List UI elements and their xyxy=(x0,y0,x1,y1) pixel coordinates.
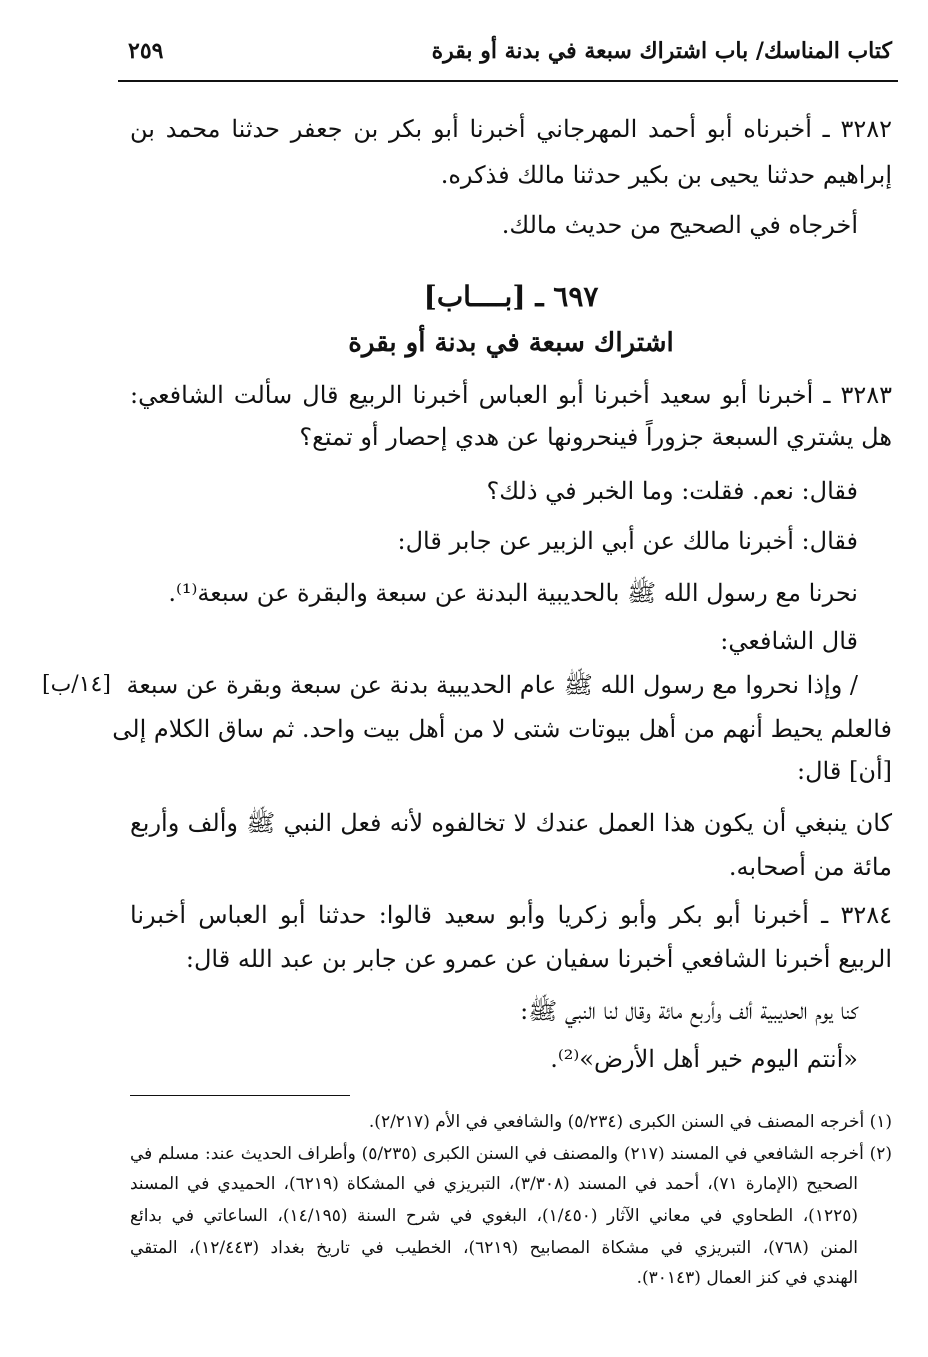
takhrij-note: أخرجاه في الصحيح من حديث مالك. xyxy=(501,211,858,239)
hadith-3282-line-2: إبراهيم حدثنا يحيى بن بكير حدثنا مالك فذكره. xyxy=(440,161,892,189)
hadith-3284-line-3: كنا يوم الحديبية ألف وأربع مائة وقال لنا النبي ﷺ: xyxy=(520,997,858,1025)
shafii-quote-line-2: مائة من أصحابه. xyxy=(728,853,892,881)
footnote-2-line-2: الصحيح (الإمارة ٧١)، أحمد في المسند (٣/٣٠٨)، التبريزي في المشكاة (٦٢١٩)، الحميدي في المسند xyxy=(130,1174,858,1194)
footnote-1: (١) أخرجه المصنف في السنن الكبرى (٥/٢٣٤) والشافعي في الأم (٢/٢١٧). xyxy=(368,1112,892,1132)
shafii-heading: قال الشافعي: xyxy=(720,627,858,655)
footnote-2-line-3: (١٢٢٥)، الطحاوي في معاني الآثار (١/٤٥٠)، البغوي في شرح السنة (١٤/١٩٥)، الساعاتي في بدائع xyxy=(130,1206,858,1226)
footnote-2-line-5: الهندي في كنز العمال (٣٠١٤٣). xyxy=(636,1268,858,1288)
bab-heading: ٦٩٧ ـ [بــــاب] xyxy=(423,280,599,313)
hadith-3284-line-1: ٣٢٨٤ ـ أخبرنا أبو بكر وأبو زكريا وأبو سعيد قالوا: حدثنا أبو العباس أخبرنا xyxy=(130,901,892,929)
chapter-title: اشتراك سبعة في بدنة أو بقرة xyxy=(348,328,674,358)
hadith-3283-line-1: ٣٢٨٣ ـ أخبرنا أبو سعيد أخبرنا أبو العباس أخبرنا الربيع قال سألت الشافعي: xyxy=(130,381,892,409)
shafii-line-2: فالعلم يحيط أنهم من أهل بيوتات شتى لا من أهل بيت واحد. ثم ساق الكلام إلى xyxy=(112,715,892,743)
page-number: ٢٥٩ xyxy=(128,38,164,64)
hadith-text-jabir: نحرنا مع رسول الله ﷺ بالحديبية البدنة عن سبعة والبقرة عن سبعة⁽¹⁾. xyxy=(168,579,858,607)
footnote-2-line-4: المنن (٧٦٨)، التبريزي في مشكاة المصابيح (٦٢١٩)، الخطيب في تاريخ بغداد (١٢/٤٤٣)، المتقي xyxy=(130,1238,859,1258)
hadith-3284-line-2: الربيع أخبرنا الشافعي أخبرنا سفيان عن عمرو عن جابر بن عبد الله قال: xyxy=(185,945,892,973)
hadith-3284-line-4: «أنتم اليوم خير أهل الأرض»⁽²⁾. xyxy=(550,1045,858,1073)
footnote-2-line-1: (٢) أخرجه الشافعي في المسند (٢١٧) والمصنف في السنن الكبرى (٥/٢٣٥) وأطراف الحديث عند: مسلم في xyxy=(130,1144,892,1164)
hadith-3282-line-1: ٣٢٨٢ ـ أخبرناه أبو أحمد المهرجاني أخبرنا أبو بكر بن جعفر حدثنا محمد بن xyxy=(130,115,892,143)
hadith-3283-line-2: هل يشتري السبعة جزوراً فينحرونها عن هدي إحصار أو تمتع؟ xyxy=(299,423,892,451)
dialogue-line-1: فقال: نعم. فقلت: وما الخبر في ذلك؟ xyxy=(486,477,858,505)
running-header-title: كتاب المناسك/ باب اشتراك سبعة في بدنة أو بقرة xyxy=(431,38,892,64)
manuscript-folio-note: [١٤/ب] xyxy=(42,672,111,697)
shafii-line-1: / وإذا نحروا مع رسول الله ﷺ عام الحديبية بدنة عن سبعة وبقرة عن سبعة xyxy=(126,671,858,699)
shafii-line-3: [أن] قال: xyxy=(797,757,892,785)
footnote-separator xyxy=(130,1095,350,1096)
header-rule xyxy=(118,80,898,82)
shafii-quote-line-1: كان ينبغي أن يكون هذا العمل عندك لا تخالفوه لأنه فعل النبي ﷺ وألف وأربع xyxy=(130,809,892,837)
dialogue-line-2: فقال: أخبرنا مالك عن أبي الزبير عن جابر قال: xyxy=(397,527,858,555)
